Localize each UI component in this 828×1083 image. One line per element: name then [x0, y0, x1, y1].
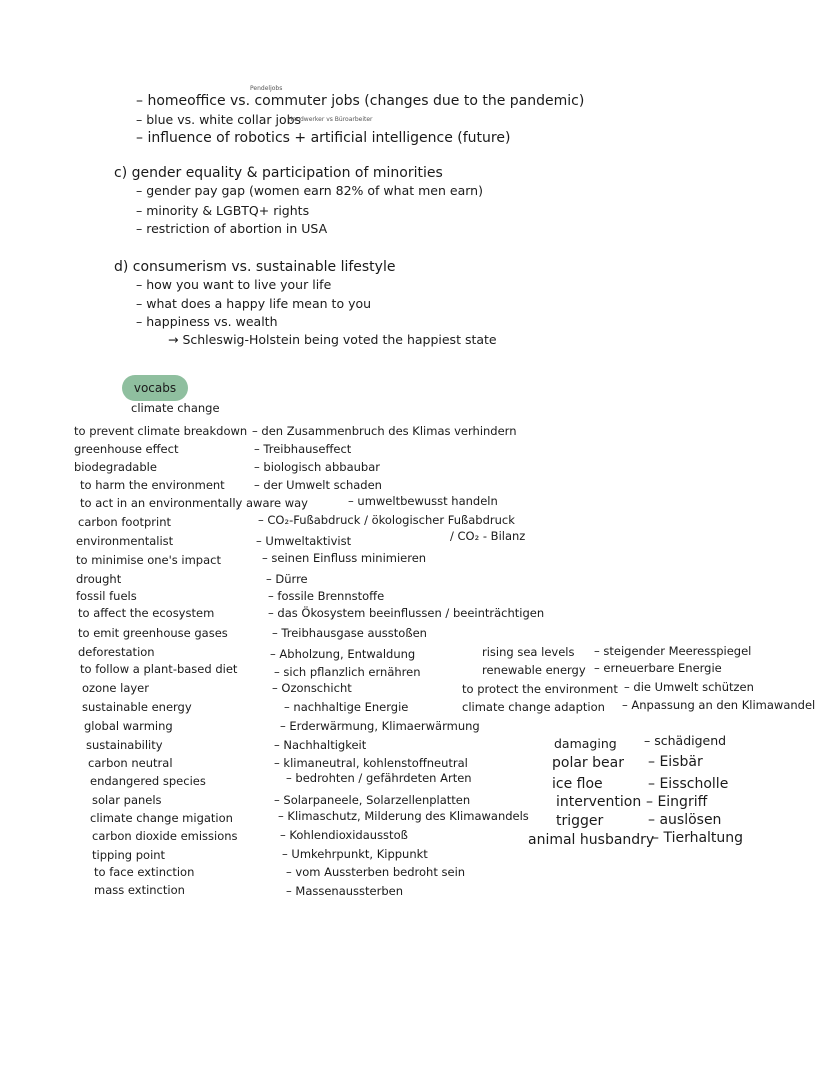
vocab-de: – den Zusammenbruch des Klimas verhindern — [252, 424, 517, 438]
vocab-de: – bedrohten / gefährdeten Arten — [286, 771, 472, 785]
vocab-de: – umweltbewusst handeln — [348, 494, 498, 508]
d-heading: d) consumerism vs. sustainable lifestyle — [114, 259, 396, 275]
vocab-en: climate change adaption — [462, 700, 605, 714]
vocab-de: – biologisch abbaubar — [254, 460, 380, 474]
vocab-en: to protect the environment — [462, 682, 618, 696]
vocab-de: – Ozonschicht — [272, 681, 352, 695]
d-item-2: – what does a happy life mean to you — [136, 296, 372, 311]
vocab-de: – Kohlendioxidausstoß — [280, 828, 408, 842]
vocab-de: – CO₂-Fußabdruck / ökologischer Fußabdruck — [258, 513, 515, 527]
vocab-de: – Anpassung an den Klimawandel — [622, 698, 816, 712]
vocabs-badge — [122, 375, 188, 401]
vocab-de: – Nachhaltigkeit — [274, 738, 367, 752]
vocab-en: to face extinction — [94, 865, 195, 879]
vocab-de: – vom Aussterben bedroht sein — [286, 865, 466, 879]
c-item-1: – gender pay gap (women earn 82% of what men earn) — [136, 183, 483, 198]
b-item-2: – blue vs. white collar jobs — [136, 112, 302, 127]
vocab-de: – nachhaltige Energie — [284, 700, 409, 714]
vocab-de: – schädigend — [644, 733, 727, 748]
vocab-en: carbon dioxide emissions — [92, 829, 238, 843]
vocab-en: greenhouse effect — [74, 442, 179, 456]
vocabs-badge-label: vocabs — [133, 381, 177, 395]
vocab-en: to affect the ecosystem — [78, 606, 215, 620]
vocab-en: endangered species — [90, 774, 206, 788]
vocab-en: drought — [76, 572, 122, 586]
vocab-de: – Eingriff — [646, 794, 708, 810]
vocab-en: damaging — [554, 736, 617, 751]
vocab-en: sustainability — [86, 738, 163, 752]
vocab-de: – Eisscholle — [648, 776, 729, 792]
vocab-de: – Abholzung, Entwaldung — [270, 647, 416, 661]
vocab-de: – Tierhaltung — [652, 830, 744, 846]
vocab-de: – Solarpaneele, Solarzellenplatten — [274, 793, 471, 807]
vocab-en: to emit greenhouse gases — [78, 626, 228, 640]
vocab-en: intervention — [556, 794, 642, 810]
vocab-en: to minimise one's impact — [76, 553, 221, 567]
vocab-en: to act in an environmentally aware way — [80, 496, 308, 510]
d-arrow-note: → Schleswig-Holstein being voted the happiest state — [168, 332, 497, 347]
vocab-en: to follow a plant-based diet — [80, 662, 238, 676]
vocab-en: carbon footprint — [78, 515, 172, 529]
collar-annotation: Handwerker vs Büroarbeiter — [288, 116, 373, 123]
vocab-de: – klimaneutral, kohlenstoffneutral — [274, 756, 468, 770]
vocab-de: – Umweltaktivist — [256, 534, 352, 548]
vocab-de: – die Umwelt schützen — [624, 680, 754, 694]
vocab-en: tipping point — [92, 848, 166, 862]
vocab-de: – Treibhauseffect — [254, 442, 352, 456]
vocab-de: – der Umwelt schaden — [254, 478, 382, 492]
vocab-en: trigger — [556, 813, 604, 829]
vocab-de: – Umkehrpunkt, Kippunkt — [282, 847, 428, 861]
d-item-1: – how you want to live your life — [136, 277, 332, 292]
vocab-en: sustainable energy — [82, 700, 192, 714]
vocab-de: – Dürre — [266, 572, 308, 586]
vocab-de: – steigender Meeresspiegel — [594, 644, 752, 658]
vocab-en: solar panels — [92, 793, 162, 807]
vocab-de: – sich pflanzlich ernähren — [274, 665, 421, 679]
vocab-en: environmentalist — [76, 534, 174, 548]
vocab-en: ice floe — [552, 776, 603, 792]
vocab-de: – Eisbär — [648, 754, 703, 770]
vocab-de: – seinen Einfluss minimieren — [262, 551, 427, 565]
vocab-en: global warming — [84, 719, 173, 733]
vocab-en: biodegradable — [74, 460, 157, 474]
vocab-en: to harm the environment — [80, 478, 225, 492]
vocab-en: ozone layer — [82, 681, 149, 695]
vocab-de: – Erderwärmung, Klimaerwärmung — [280, 719, 480, 733]
b-item-3: – influence of robotics + artificial intelligence (future) — [136, 130, 511, 146]
vocab-en: polar bear — [552, 755, 624, 771]
carbon-footprint-extra: / CO₂ - Bilanz — [450, 529, 526, 543]
c-item-3: – restriction of abortion in USA — [136, 221, 328, 236]
vocab-de: – Treibhausgase ausstoßen — [272, 626, 427, 640]
vocab-de: – Massenaussterben — [286, 884, 404, 898]
vocab-en: fossil fuels — [76, 589, 137, 603]
vocab-en: deforestation — [78, 645, 155, 659]
commuter-annotation: Pendeljobs — [250, 85, 283, 92]
b-item-1: – homeoffice vs. commuter jobs (changes due to the pandemic) — [136, 93, 585, 109]
vocab-de: – Klimaschutz, Milderung des Klimawandels — [278, 809, 529, 823]
d-item-3: – happiness vs. wealth — [136, 314, 278, 329]
vocab-de: – auslösen — [648, 812, 722, 828]
vocab-en: mass extinction — [94, 883, 185, 897]
vocab-de: – erneuerbare Energie — [594, 661, 722, 675]
vocab-topic: climate change — [131, 401, 220, 415]
vocab-de: – das Ökosystem beeinflussen / beeinträchtigen — [268, 606, 545, 620]
vocab-en: to prevent climate breakdown — [74, 424, 248, 438]
vocab-en: carbon neutral — [88, 756, 173, 770]
c-heading: c) gender equality & participation of minorities — [114, 165, 443, 181]
vocab-en: animal husbandry — [528, 832, 655, 848]
vocab-en: renewable energy — [482, 663, 586, 677]
vocab-de: – fossile Brennstoffe — [268, 589, 385, 603]
c-item-2: – minority & LGBTQ+ rights — [136, 203, 310, 218]
vocab-en: rising sea levels — [482, 645, 575, 659]
vocab-en: climate change migation — [90, 811, 233, 825]
